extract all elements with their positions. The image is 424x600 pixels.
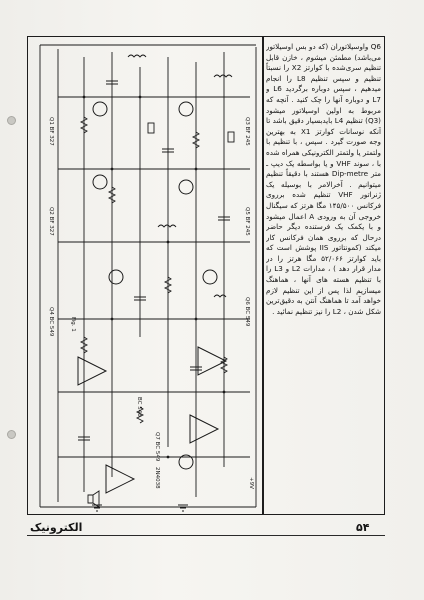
circuit-schematic	[28, 37, 262, 514]
schematic-label-supply: +9V	[248, 477, 254, 489]
footer-rule	[27, 535, 385, 536]
schematic-label-q7: Q7 BC 549	[154, 432, 160, 462]
schematic-label-q1: Q1 BF 327	[48, 117, 54, 146]
schematic-label-q2: Q2 BF 327	[48, 207, 54, 236]
article-column	[266, 42, 381, 508]
article-body: Q6 واوسیلاتوران (که دو بس اوسیلاتور می‌باشد) مطمئن میشوم ، خازن قابل تنظیم سری‌شده با کوارتز X2 را نسبتاً تنظیم و سپس تنظیم L8 را انجام میدهیم ، سپس دوباره برگردید L6 و L7 و دوباره آنها را چک کنید . آنچه که مربوط به اولین اوسیلاتور میشود (Q3) تنظیم L4 بایدبسیار دقیق باشد تا آنکه نوسانات کوارتز X1 به بهترین وجه صورت گیرد . سپس ، با تنظیم با ولتمتر یا ولتمتر الکترونیکی همراه شده با ، سوند VHF و یا بواسطه یک دیپ ـ متر Dip-metre هستند با دقیقاً تنظیم میتوانیم . آخرالامر با بوسیله یک ژنراتور VHF تنظیم شده برروی فرکانس ۱۴۵/۵۰۰ مگا هرتز که سیگنال خروجی آن به ورودی A اعمال میشود و با یکمک یک فرستنده دیگر حاضر درحال که برروی همان فرکانس کار میکند (کمونتاتور IIS پوشش است که باید کوارتز ۵۲/۰۶۶ مگا هرتز را در مدار قرار دهد ) ، مدارات L2 و L3 را با تنظیم هسته های آنها ، هماهنگ میسازیم لذا پس از این تنظیم لازم خواهد آمد تا هماهنگ آنتن به دقیق‌ترین شکل شدن ، L2 را نیز تنظیم نمائید .	[266, 42, 381, 316]
punch-hole	[7, 116, 16, 125]
column-divider	[262, 36, 264, 515]
schematic-label-q5: Q5 BF 245	[244, 207, 250, 236]
punch-hole	[7, 430, 16, 439]
schematic-label-q3: Q3 BF 245	[244, 117, 250, 146]
schematic-label-ic: 2N4038	[154, 467, 160, 489]
schematic-label-q6: Q6 BC 549	[244, 297, 250, 327]
page-number: ۵۴	[356, 521, 370, 534]
footer-brand: الکترونیک	[30, 521, 83, 534]
schematic-label-bc: BC 548	[136, 397, 142, 417]
schematic-label-q4: Q4 BC 549	[48, 307, 54, 337]
schematic-figure-label: Fig. 1	[70, 317, 76, 332]
